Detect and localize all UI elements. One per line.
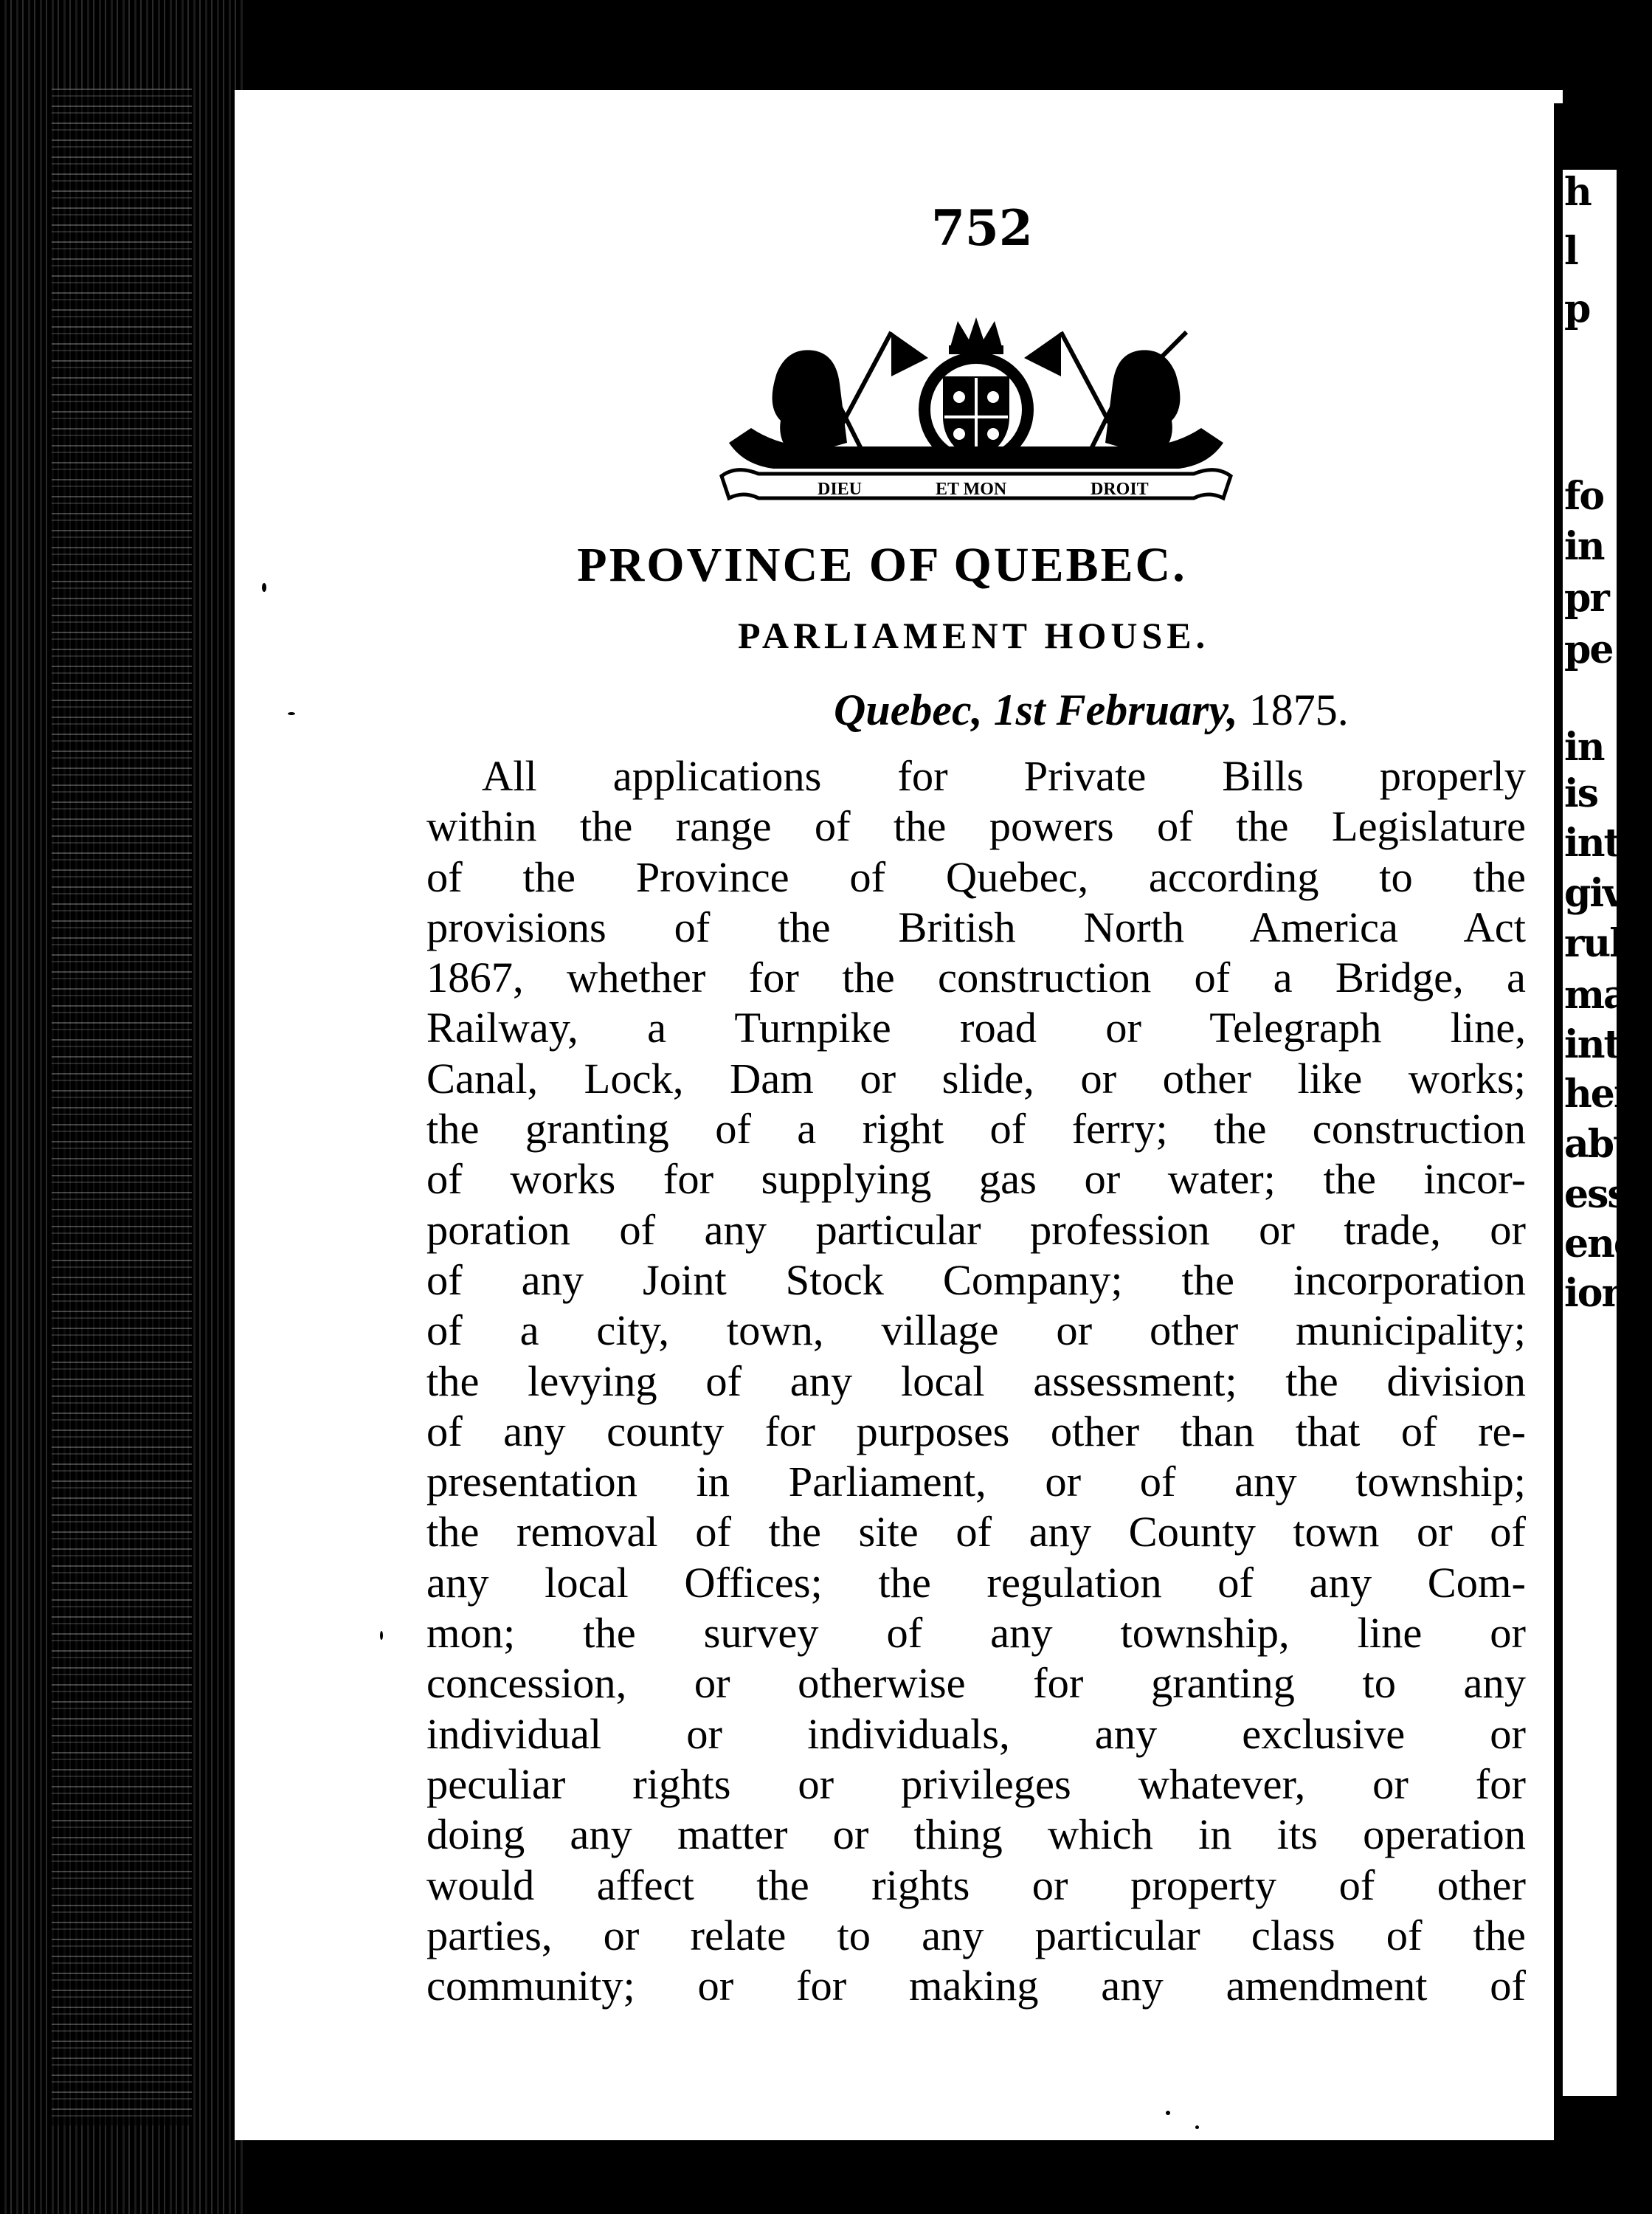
- adjacent-fragment: fo: [1564, 474, 1604, 519]
- adjacent-fragment: heig: [1564, 1072, 1652, 1117]
- body-line: individual or individuals, any exclusive or: [426, 1709, 1526, 1758]
- body-line: Railway, a Turnpike road or Telegraph line,: [426, 1004, 1526, 1052]
- adjacent-fragment: p: [1564, 286, 1590, 331]
- scan-speck: [380, 1631, 383, 1640]
- adjacent-fragment: giv: [1564, 871, 1624, 916]
- scan-speck: [262, 583, 266, 592]
- notice-body: [426, 751, 1526, 2011]
- body-line: within the range of the powers of the Legislature: [426, 802, 1526, 851]
- dateline-place-date: Quebec, 1st February,: [834, 686, 1238, 734]
- adjacent-fragment: ion: [1564, 1271, 1628, 1316]
- adjacent-page-strip: [1563, 170, 1652, 2096]
- province-heading: PROVINCE OF QUEBEC.: [577, 538, 1187, 592]
- body-line: Canal, Lock, Dam or slide, or other like works;: [426, 1054, 1526, 1103]
- scan-speck: [288, 712, 295, 715]
- body-line: concession, or otherwise for granting to any: [426, 1659, 1526, 1708]
- crest-motto-3: DROIT: [1091, 480, 1149, 499]
- body-line: All applications for Private Bills properly: [482, 752, 1526, 800]
- adjacent-fragment: inte: [1564, 1022, 1643, 1067]
- body-line: 1867, whether for the construction of a Bridge, a: [426, 953, 1526, 1002]
- adjacent-fragment: pe: [1564, 627, 1613, 672]
- adjacent-fragment: end: [1564, 1221, 1639, 1266]
- adjacent-fragment: ma: [1564, 973, 1627, 1018]
- dateline: [834, 685, 1349, 736]
- adjacent-fragment: ess: [1564, 1172, 1628, 1217]
- adjacent-fragment: in: [1564, 524, 1604, 569]
- body-line: peculiar rights or privileges whatever, or for: [426, 1759, 1526, 1808]
- body-line: the removal of the site of any County town or of: [426, 1508, 1526, 1556]
- adjacent-fragment: h: [1564, 170, 1591, 215]
- scan-speck: [1166, 2111, 1170, 2115]
- body-line: the levying of any local assessment; the division: [426, 1356, 1526, 1405]
- spine-texture: [52, 89, 192, 2125]
- body-line: would affect the rights or property of other: [426, 1860, 1526, 1909]
- body-line: parties, or relate to any particular class of the: [426, 1911, 1526, 1959]
- adjacent-fragment: abu: [1564, 1122, 1639, 1167]
- adjacent-fragment: rul: [1564, 921, 1622, 966]
- body-line: of any county for purposes other than that of re-: [426, 1407, 1526, 1455]
- crest-motto-2: ET MON: [936, 480, 1007, 499]
- body-line: provisions of the British North America Act: [426, 903, 1526, 951]
- body-line: poration of any particular profession or trade, or: [426, 1205, 1526, 1254]
- body-line: community; or for making any amendment of: [426, 1962, 1526, 2010]
- body-line: of a city, town, village or other municipality;: [426, 1306, 1526, 1355]
- adjacent-fragment: pr: [1564, 576, 1608, 621]
- adjacent-fragment: in: [1564, 725, 1604, 770]
- crest-motto-1: DIEU: [818, 480, 863, 499]
- royal-coat-of-arms-icon: [707, 317, 1245, 509]
- body-line: any local Offices; the regulation of any Com-: [426, 1558, 1526, 1607]
- page-number: 752: [931, 199, 1033, 257]
- house-subheading: PARLIAMENT HOUSE.: [738, 615, 1210, 656]
- body-line: the granting of a right of ferry; the construction: [426, 1105, 1526, 1153]
- body-line: of any Joint Stock Company; the incorporation: [426, 1255, 1526, 1304]
- adjacent-fragment: is: [1564, 771, 1598, 816]
- adjacent-fragment: int: [1564, 821, 1620, 866]
- body-line: mon; the survey of any township, line or: [426, 1609, 1526, 1658]
- dateline-year: 1875.: [1248, 686, 1349, 734]
- page-gutter: [1554, 103, 1563, 2140]
- body-line: of the Province of Quebec, according to the: [426, 852, 1526, 901]
- body-line: of works for supplying gas or water; the incor-: [426, 1155, 1526, 1204]
- body-line: presentation in Parliament, or of any township;: [426, 1458, 1526, 1506]
- scan-speck: [1195, 2125, 1199, 2129]
- adjacent-fragment: l: [1564, 229, 1577, 274]
- body-line: doing any matter or thing which in its operation: [426, 1810, 1526, 1859]
